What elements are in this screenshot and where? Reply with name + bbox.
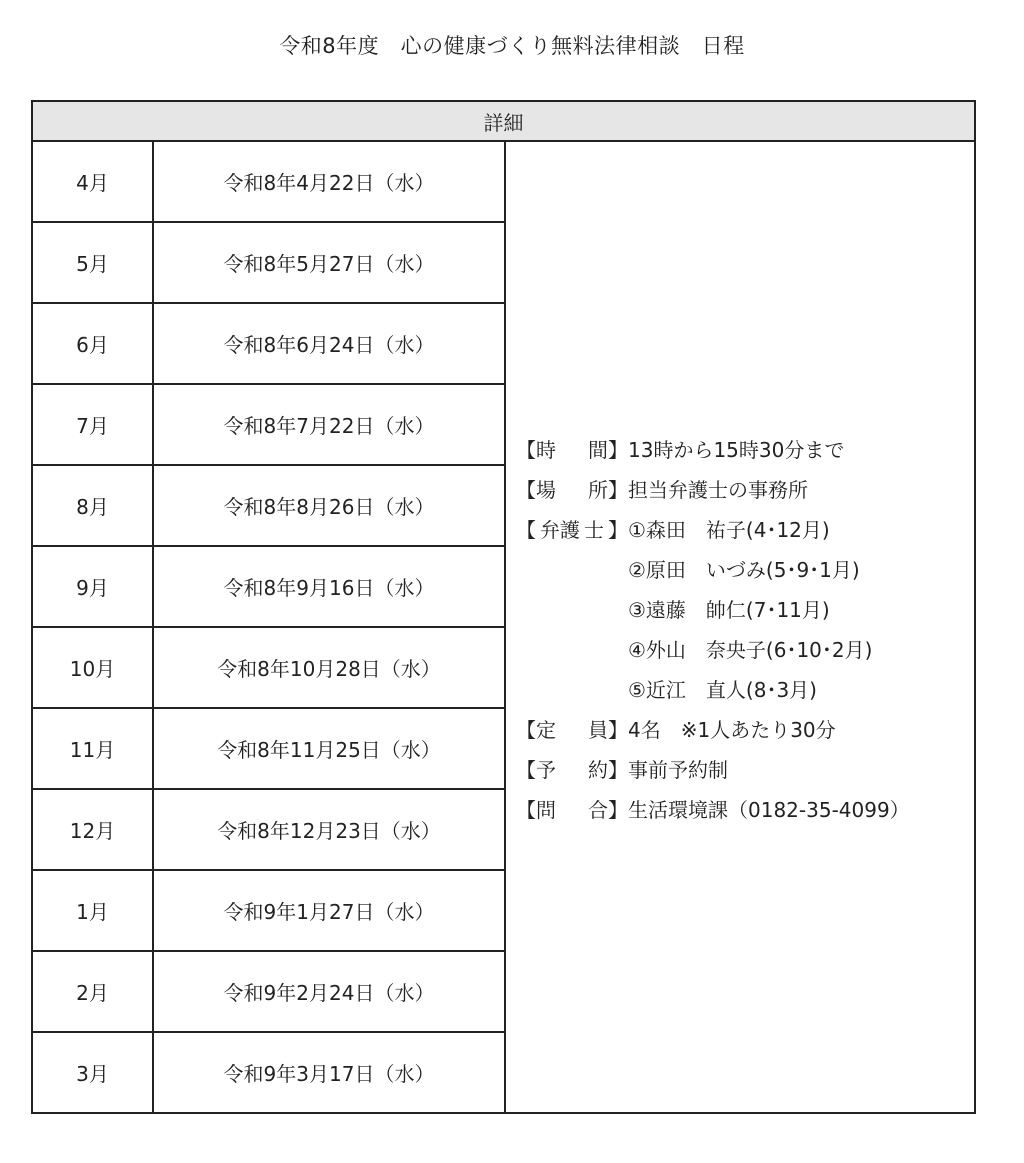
detail-value-contact: 生活環境課（0182-35-4099） — [628, 798, 910, 822]
table-header-row — [32, 101, 975, 141]
date-cell: 令和8年7月22日（水） — [153, 384, 505, 465]
date-cell: 令和9年1月27日（水） — [153, 870, 505, 951]
date-cell: 令和8年11月25日（水） — [153, 708, 505, 789]
detail-label-place: 【 場 所 】 — [516, 478, 628, 502]
detail-value-lawyer-3: ③遠藤 帥仁(7･11月) — [628, 598, 830, 622]
date-cell: 令和8年8月26日（水） — [153, 465, 505, 546]
detail-contact — [516, 790, 974, 830]
detail-value-time: 13時から15時30分まで — [628, 438, 845, 462]
detail-value-lawyer-4: ④外山 奈央子(6･10･2月) — [628, 638, 873, 662]
detail-label-capacity: 【 定 員 】 — [516, 718, 628, 742]
detail-lawyer-line — [516, 630, 974, 670]
date-cell: 令和8年12月23日（水） — [153, 789, 505, 870]
schedule-body — [32, 141, 975, 1113]
date-cell: 令和8年10月28日（水） — [153, 627, 505, 708]
detail-label-time: 【 時 間 】 — [516, 438, 628, 462]
month-cell: 2月 — [32, 951, 153, 1032]
detail-value-lawyer-5: ⑤近江 直人(8･3月) — [628, 678, 817, 702]
detail-cell — [505, 141, 975, 1113]
page-title: 令和8年度 心の健康づくり無料法律相談 日程 — [279, 34, 745, 58]
date-cell: 令和8年5月27日（水） — [153, 222, 505, 303]
detail-capacity — [516, 710, 974, 750]
detail-value-reservation: 事前予約制 — [628, 758, 728, 782]
month-cell: 3月 — [32, 1032, 153, 1113]
table-header: 詳細 — [32, 101, 975, 141]
month-cell: 8月 — [32, 465, 153, 546]
month-cell: 9月 — [32, 546, 153, 627]
schedule-table — [31, 100, 976, 1114]
detail-value-lawyer-1: ①森田 祐子(4･12月) — [628, 518, 830, 542]
detail-lawyer — [516, 510, 974, 550]
month-cell: 10月 — [32, 627, 153, 708]
detail-label-reservation: 【 予 約 】 — [516, 758, 628, 782]
date-cell: 令和8年9月16日（水） — [153, 546, 505, 627]
detail-lawyer-line — [516, 550, 974, 590]
date-cell: 令和9年3月17日（水） — [153, 1032, 505, 1113]
detail-time — [516, 430, 974, 470]
detail-value-lawyer-2: ②原田 いづみ(5･9･1月) — [628, 558, 860, 582]
month-cell: 5月 — [32, 222, 153, 303]
date-cell: 令和8年6月24日（水） — [153, 303, 505, 384]
month-cell: 1月 — [32, 870, 153, 951]
detail-place — [516, 470, 974, 510]
month-cell: 6月 — [32, 303, 153, 384]
detail-lawyer-line — [516, 670, 974, 710]
month-cell: 11月 — [32, 708, 153, 789]
month-cell: 7月 — [32, 384, 153, 465]
table-row — [32, 141, 975, 222]
detail-value-capacity: 4名 ※1人あたり30分 — [628, 718, 836, 742]
month-cell: 12月 — [32, 789, 153, 870]
detail-lawyer-line — [516, 590, 974, 630]
detail-value-place: 担当弁護士の事務所 — [628, 478, 808, 502]
detail-reservation — [516, 750, 974, 790]
month-cell: 4月 — [32, 141, 153, 222]
date-cell: 令和9年2月24日（水） — [153, 951, 505, 1032]
detail-label-contact: 【 問 合 】 — [516, 798, 628, 822]
date-cell: 令和8年4月22日（水） — [153, 141, 505, 222]
detail-label-lawyer: 【 弁護 士 】 — [516, 518, 628, 542]
